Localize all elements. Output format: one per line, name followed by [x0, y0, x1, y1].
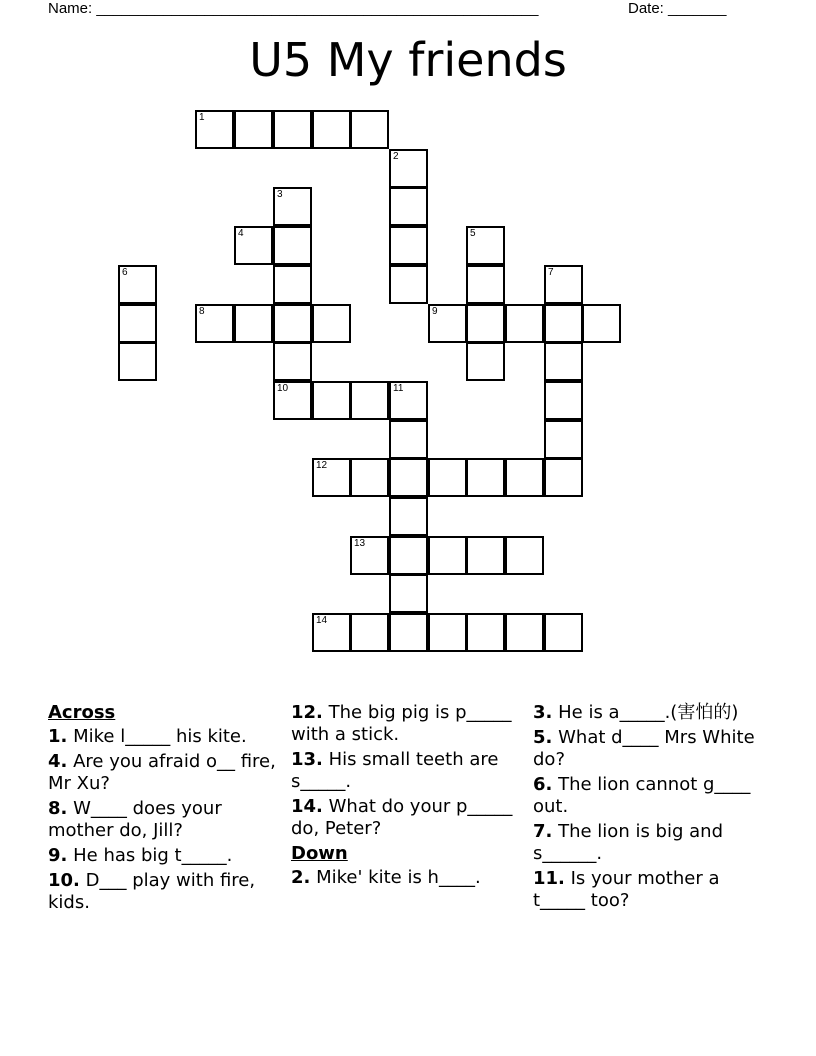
clue-number: 1.: [48, 726, 68, 747]
clue-number: 5.: [533, 727, 553, 748]
crossword-cell[interactable]: [389, 613, 428, 652]
clue-number: 11.: [533, 868, 565, 889]
cell-number: 7: [548, 267, 554, 278]
crossword-cell[interactable]: [234, 110, 273, 149]
crossword-cell[interactable]: [466, 613, 505, 652]
crossword-cell[interactable]: [273, 381, 312, 420]
crossword-cell[interactable]: [273, 265, 312, 304]
crossword-cell[interactable]: [582, 304, 621, 343]
crossword-cell[interactable]: [118, 342, 157, 381]
clue-text: W____ does your mother do, Jill?: [48, 798, 222, 841]
crossword-cell[interactable]: [505, 458, 544, 497]
cell-number: 8: [199, 306, 205, 317]
crossword-cell[interactable]: [389, 536, 428, 575]
crossword-cell[interactable]: [466, 265, 505, 304]
crossword-cell[interactable]: [389, 420, 428, 459]
crossword-cell[interactable]: [428, 613, 467, 652]
crossword-cell[interactable]: [544, 381, 583, 420]
clue-text: The lion is big and s______.: [533, 821, 723, 864]
clue-across-14: [291, 796, 523, 840]
crossword-cell[interactable]: [312, 304, 351, 343]
clue-text: The big pig is p_____ with a stick.: [291, 702, 512, 745]
cell-number: 9: [432, 306, 438, 317]
crossword-cell[interactable]: [544, 420, 583, 459]
cell-number: 6: [122, 267, 128, 278]
clues-column-3: [533, 702, 765, 915]
clue-across-4: [48, 751, 280, 795]
crossword-cell[interactable]: [466, 342, 505, 381]
crossword-cell[interactable]: [389, 574, 428, 613]
crossword-cell[interactable]: [389, 226, 428, 265]
crossword-cell[interactable]: [118, 304, 157, 343]
clues-column-2: [291, 702, 523, 892]
name-field-label: Name: _____________________________________________________: [48, 0, 539, 17]
crossword-cell[interactable]: [350, 536, 389, 575]
clue-text: What do your p_____ do, Peter?: [291, 796, 513, 839]
crossword-cell[interactable]: [389, 497, 428, 536]
crossword-cell[interactable]: [544, 458, 583, 497]
clue-down-3: [533, 702, 765, 724]
crossword-cell[interactable]: [234, 226, 273, 265]
crossword-cell[interactable]: [195, 110, 234, 149]
crossword-cell[interactable]: [350, 110, 389, 149]
clue-number: 3.: [533, 702, 553, 723]
clue-text: Mike l_____ his kite.: [73, 726, 247, 747]
clue-number: 13.: [291, 749, 323, 770]
crossword-cell[interactable]: [466, 226, 505, 265]
crossword-cell[interactable]: [389, 265, 428, 304]
crossword-cell[interactable]: [389, 458, 428, 497]
clue-down-5: [533, 727, 765, 771]
clue-down-7: [533, 821, 765, 865]
clue-down-6: [533, 774, 765, 818]
crossword-cell[interactable]: [544, 342, 583, 381]
cell-number: 11: [393, 383, 404, 394]
crossword-cell[interactable]: [195, 304, 234, 343]
clue-down-2: [291, 867, 523, 889]
clue-text: D___ play with fire, kids.: [48, 870, 256, 913]
down-heading: Down: [291, 843, 348, 864]
clue-text: His small teeth are s_____.: [291, 749, 499, 792]
crossword-cell[interactable]: [544, 265, 583, 304]
crossword-cell[interactable]: [312, 381, 351, 420]
clue-text: Are you afraid o__ fire, Mr Xu?: [48, 751, 276, 794]
clue-number: 9.: [48, 845, 68, 866]
cell-number: 4: [238, 228, 244, 239]
crossword-cell[interactable]: [505, 536, 544, 575]
clue-across-12: [291, 702, 523, 746]
crossword-cell[interactable]: [350, 458, 389, 497]
crossword-cell[interactable]: [505, 304, 544, 343]
clue-across-1: [48, 726, 280, 748]
across-heading: Across: [48, 702, 116, 723]
crossword-cell[interactable]: [466, 536, 505, 575]
clue-text: He is a_____.(害怕的): [558, 702, 739, 723]
crossword-cell[interactable]: [389, 187, 428, 226]
cell-number: 10: [277, 383, 289, 394]
crossword-cell[interactable]: [350, 381, 389, 420]
clue-across-13: [291, 749, 523, 793]
clues-column-1: [48, 702, 280, 917]
crossword-cell[interactable]: [273, 226, 312, 265]
crossword-cell[interactable]: [312, 613, 351, 652]
clue-number: 10.: [48, 870, 80, 891]
crossword-cell[interactable]: [273, 342, 312, 381]
clue-text: The lion cannot g____ out.: [533, 774, 751, 817]
clue-number: 7.: [533, 821, 553, 842]
date-field-label: Date: _______: [628, 0, 727, 17]
clue-across-10: [48, 870, 280, 914]
clue-number: 6.: [533, 774, 553, 795]
crossword-cell[interactable]: [466, 458, 505, 497]
crossword-cell[interactable]: [118, 265, 157, 304]
cell-number: 14: [316, 615, 328, 626]
crossword-cell[interactable]: [389, 381, 428, 420]
crossword-cell[interactable]: [544, 613, 583, 652]
crossword-cell[interactable]: [544, 304, 583, 343]
clue-text: Is your mother a t_____ too?: [533, 868, 720, 911]
clue-across-9: [48, 845, 280, 867]
crossword-cell[interactable]: [273, 187, 312, 226]
cell-number: 2: [393, 151, 399, 162]
clue-number: 4.: [48, 751, 68, 772]
crossword-cell[interactable]: [312, 458, 351, 497]
crossword-cell[interactable]: [234, 304, 273, 343]
crossword-cell[interactable]: [466, 304, 505, 343]
clue-number: 2.: [291, 867, 311, 888]
clue-text: He has big t_____.: [73, 845, 233, 866]
clue-number: 8.: [48, 798, 68, 819]
clue-number: 14.: [291, 796, 323, 817]
cell-number: 1: [199, 112, 205, 123]
clue-across-8: [48, 798, 280, 842]
page-title: U5 My friends: [249, 33, 567, 87]
crossword-cell[interactable]: [273, 304, 312, 343]
cell-number: 3: [277, 189, 283, 200]
crossword-cell[interactable]: [428, 536, 467, 575]
cell-number: 5: [470, 228, 476, 239]
cell-number: 13: [354, 538, 366, 549]
crossword-cell[interactable]: [505, 613, 544, 652]
clue-down-11: [533, 868, 765, 912]
crossword-cell[interactable]: [350, 613, 389, 652]
crossword-cell[interactable]: [428, 304, 467, 343]
crossword-cell[interactable]: [312, 110, 351, 149]
clue-number: 12.: [291, 702, 323, 723]
crossword-cell[interactable]: [273, 110, 312, 149]
clue-text: Mike' kite is h____.: [316, 867, 481, 888]
clue-text: What d____ Mrs White do?: [533, 727, 755, 770]
crossword-cell[interactable]: [389, 149, 428, 188]
crossword-cell[interactable]: [428, 458, 467, 497]
cell-number: 12: [316, 460, 328, 471]
